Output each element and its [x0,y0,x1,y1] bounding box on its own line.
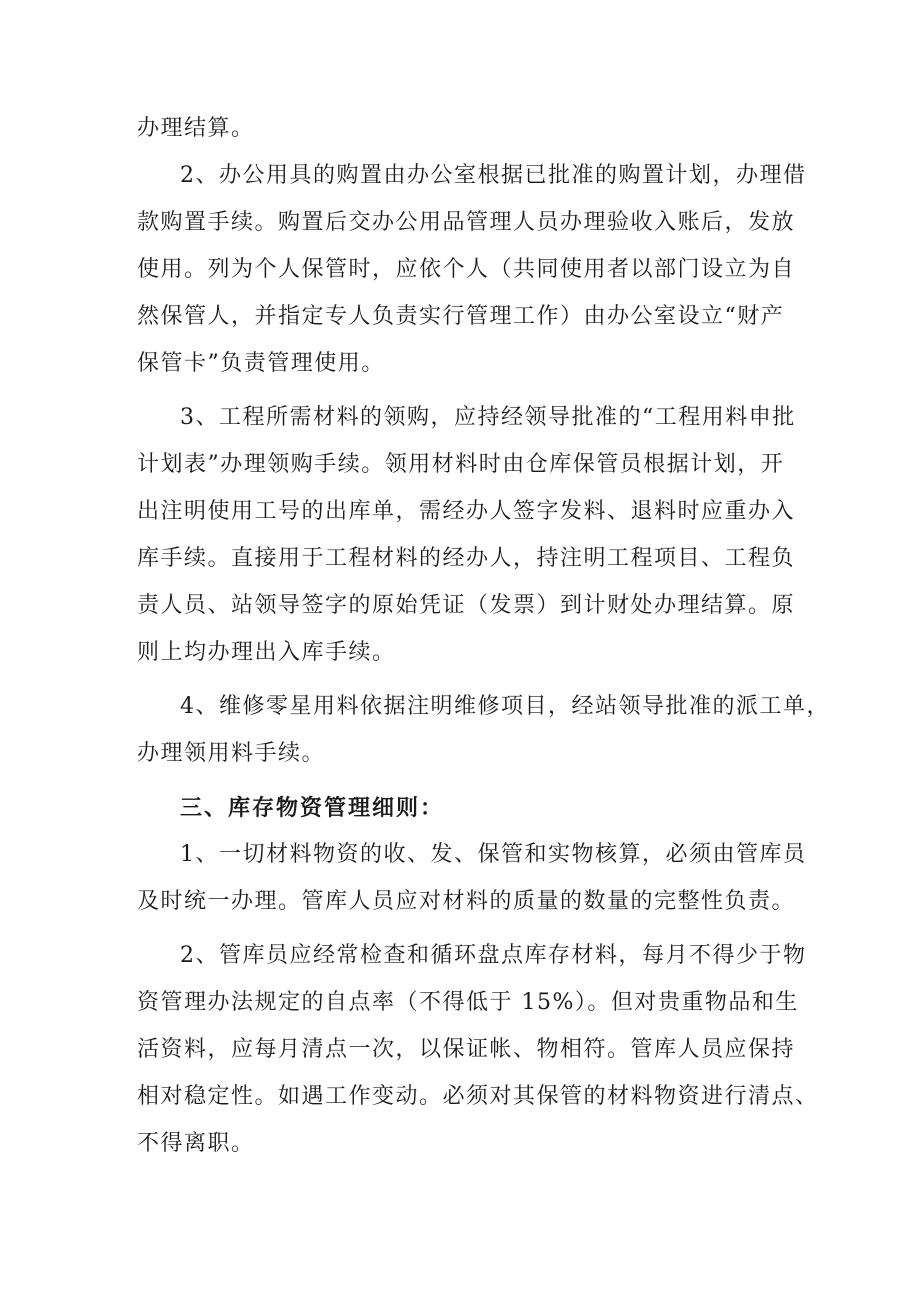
section-heading: 三、库存物资管理细则： [180,795,445,821]
paragraph-line: 则上均办理出入库手续。 [137,640,396,665]
paragraph-line: 2、管库员应经常检查和循环盘点库存材料，每月不得少于物 [180,943,807,968]
paragraph-line: 活资料，应每月清点一次，以保证帐、物相符。管库人员应保持 [137,1037,796,1062]
paragraph-line: 然保管人，并指定专人负责实行管理工作）由办公室设立“财产 [137,304,785,329]
paragraph-line: 责人员、站领导签字的原始凭证（发票）到计财处办理结算。原 [137,593,796,618]
paragraph-line: 资管理办法规定的自点率（不得低于 15%）。但对贵重物品和生 [137,990,799,1015]
paragraph-line: 不得离职。 [137,1131,255,1156]
paragraph-line: 使用。列为个人保管时，应依个人（共同使用者以部门设立为自 [137,257,796,282]
paragraph-line: 2、办公用具的购置由办公室根据已批准的购置计划，办理借 [180,163,807,188]
paragraph-line: 计划表”办理领购手续。领用材料时由仓库保管员根据计划，开 [137,452,785,477]
paragraph-line: 出注明使用工号的出库单，需经办人签字发料、退料时应重办入 [137,499,796,524]
paragraph-line: 办理领用料手续。 [137,741,326,766]
paragraph-line: 3、工程所需材料的领购，应持经领导批准的“工程用料申批 [180,405,796,430]
paragraph-line: 保管卡”负责管理使用。 [137,351,385,376]
paragraph-line: 办理结算。 [137,116,255,141]
paragraph-line: 款购置手续。购置后交办公用品管理人员办理验收入账后，发放 [137,210,796,235]
paragraph-line: 库手续。直接用于工程材料的经办人，持注明工程项目、工程负 [137,546,796,571]
paragraph-line: 相对稳定性。如遇工作变动。必须对其保管的材料物资进行清点、 [137,1084,819,1109]
paragraph-line: 4、维修零星用料依据注明维修项目，经站领导批准的派工单， [180,694,830,719]
paragraph-line: 及时统一办理。管库人员应对材料的质量的数量的完整性负责。 [137,889,796,914]
paragraph-line: 1、一切材料物资的收、发、保管和实物核算，必须由管库员 [180,842,807,867]
